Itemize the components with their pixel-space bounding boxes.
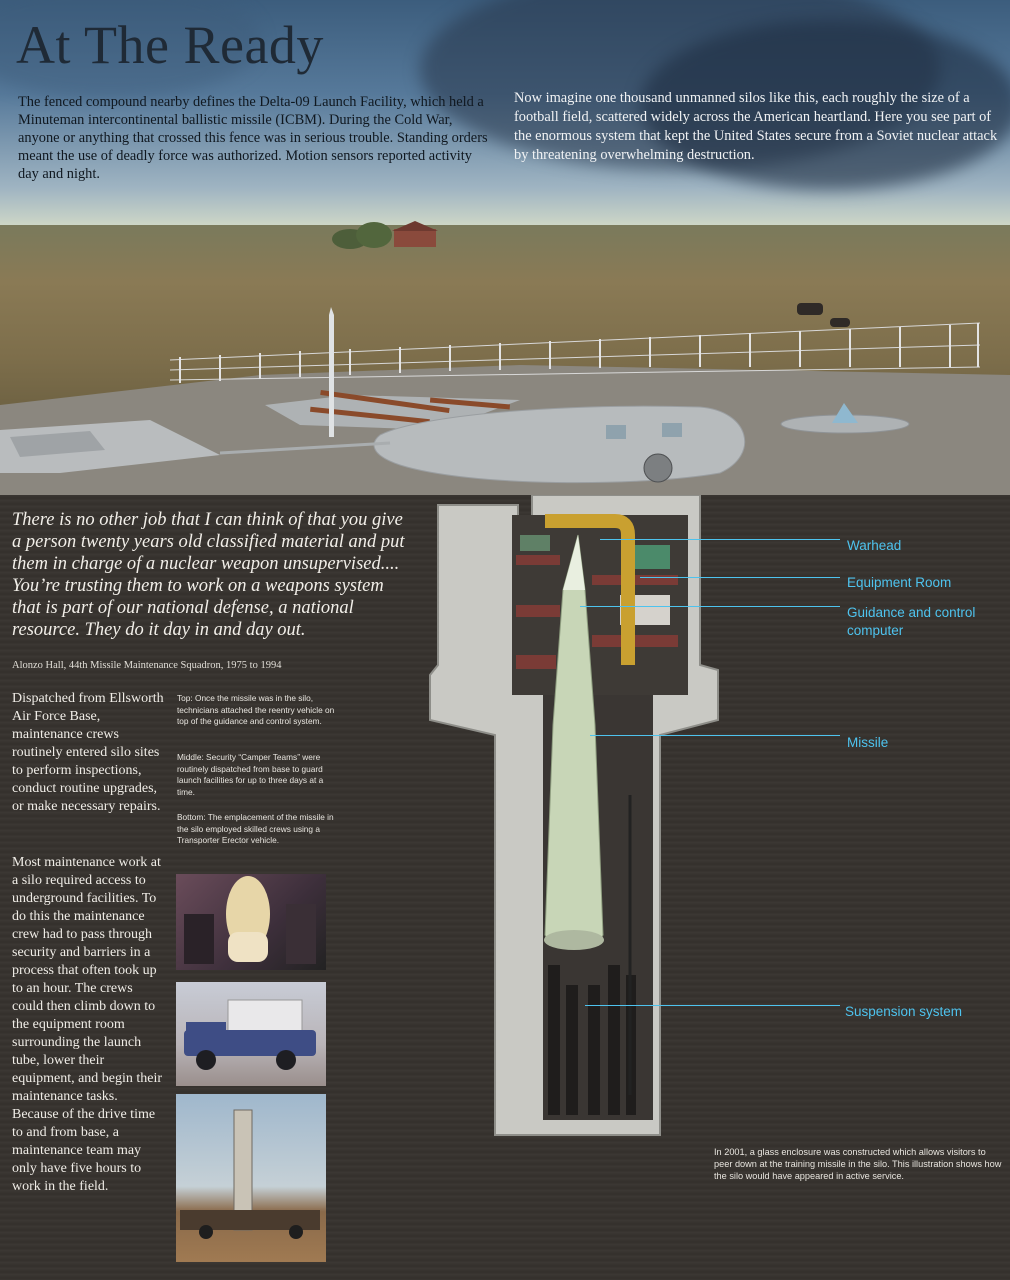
caption-bottom: Bottom: The emplacement of the missile in the silo employed skilled crews using a Transporter Erector vehicle. — [177, 812, 334, 845]
label-warhead: Warhead — [847, 538, 902, 553]
photo-reentry-vehicle — [176, 874, 326, 970]
photo-transporter-erector — [176, 1094, 326, 1262]
leader-line-missile — [590, 735, 840, 736]
caption-middle: Middle: Security “Camper Teams” were routinely dispatched from base to guard launch facilities for up to three days at a time. — [177, 752, 324, 797]
launch-facility-illustration — [0, 215, 1010, 505]
silo-cutaway-illustration — [420, 495, 730, 1165]
photo-camper-team-truck — [176, 982, 326, 1086]
body-paragraph-maintenance: Most maintenance work at a silo required access to underground facilities. To do this the maintenance crew had to pass through security and barriers in a process that often took up to an hour. The crews could then climb down to the equipment room surrounding the launch tube, lower their equipment, and begin their maintenance tasks. Because of the drive time to and from base, a maintenance team may only have five hours to work in the field. — [12, 855, 163, 1194]
leader-line-guidance — [580, 606, 840, 607]
leader-line-equipment-room — [640, 577, 840, 578]
pull-quote: There is no other job that I can think of that you give a person twenty years old classified material and put them in charge of a nuclear weapon unsupervised.... You’re trusting them to work on a weapons system that is part of our national defense, a national resource. They do it day in and day out. — [12, 510, 405, 640]
label-guidance-computer: Guidance and control computer — [847, 605, 976, 638]
intro-paragraph-right: Now imagine one thousand unmanned silos like this, each roughly the size of a football field, scattered widely across the American heartland. Here you see part of the enormous system that kept the United States secure from a Soviet nuclear attack by threatening overwhelming destruction. — [514, 90, 998, 163]
caption-top: Top: Once the missile was in the silo, technicians attached the reentry vehicle on top of the guidance and control system. — [177, 693, 335, 726]
intro-paragraph-left: The fenced compound nearby defines the Delta-09 Launch Facility, which held a Minuteman intercontinental ballistic missile (ICBM). During the Cold War, anyone or anything that crossed this fence was in serious trouble. Standing orders meant the use of deadly force was authorized. Motion sensors reported activity day and night. — [18, 94, 488, 182]
leader-line-suspension — [585, 1005, 840, 1006]
label-equipment-room: Equipment Room — [847, 575, 952, 590]
glass-enclosure-note: In 2001, a glass enclosure was constructed which allows visitors to peer down at the training missile in the silo. This illustration shows how the silo would have appeared in active service. — [714, 1147, 1002, 1181]
body-paragraph-dispatch: Dispatched from Ellsworth Air Force Base, maintenance crews routinely entered silo sites to perform inspections, conduct routine upgrades, or make necessary repairs. — [12, 691, 164, 814]
page-title: At The Ready — [16, 15, 324, 75]
label-suspension-system: Suspension system — [845, 1004, 963, 1019]
label-missile: Missile — [847, 735, 889, 750]
quote-attribution: Alonzo Hall, 44th Missile Maintenance Squadron, 1975 to 1994 — [12, 660, 282, 671]
leader-line-warhead — [600, 539, 840, 540]
